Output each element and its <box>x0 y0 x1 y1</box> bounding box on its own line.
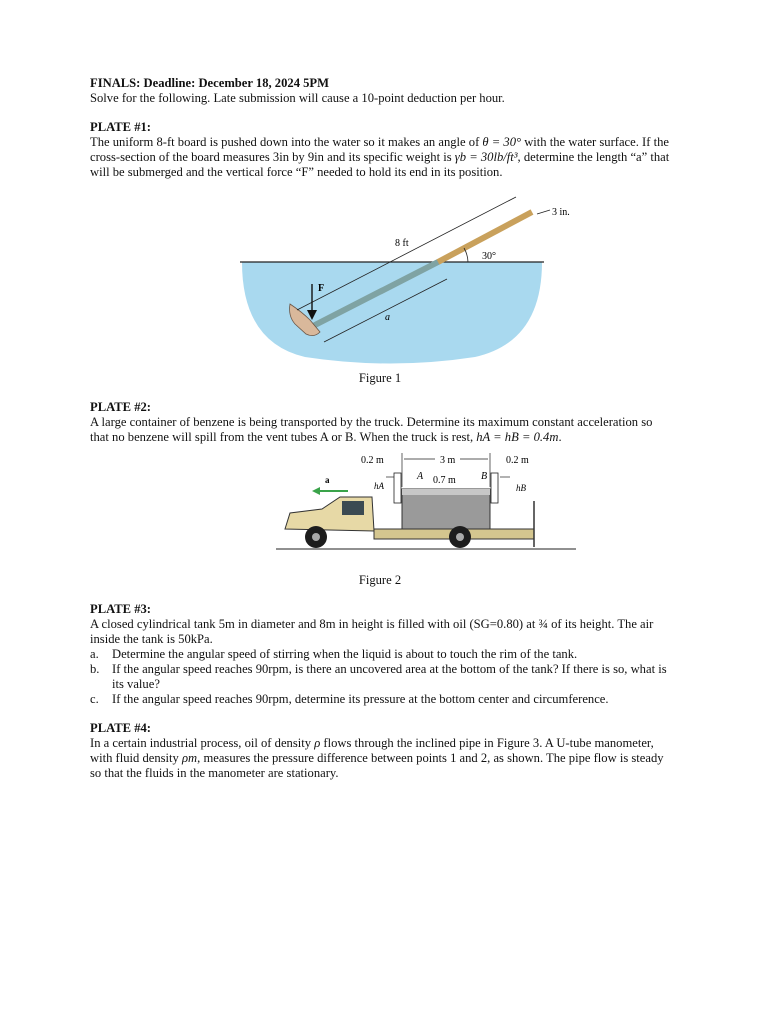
label-hB: hB <box>516 483 526 493</box>
plate3-items <box>90 647 670 707</box>
front-hub <box>312 533 320 541</box>
plate3-title: PLATE #3: <box>90 602 151 616</box>
figure-2-truck-diagram <box>90 451 670 569</box>
label-3in: 3 in. <box>552 207 570 218</box>
tank-highlight <box>402 489 490 495</box>
dim-left-label: 0.2 m <box>361 455 384 466</box>
document-header: FINALS: Deadline: December 18, 2024 5PM <box>90 76 330 90</box>
label-8ft: 8 ft <box>395 238 409 249</box>
dim-depth-label: 0.7 m <box>433 475 456 486</box>
label-a: a <box>385 312 390 323</box>
label-accel: a <box>325 475 330 485</box>
truck-window <box>342 501 364 515</box>
plate1-weight-math: γb = 30lb/ft³ <box>454 150 518 164</box>
figure-2 <box>90 451 670 588</box>
label-30deg: 30° <box>482 251 496 262</box>
plate4-title: PLATE #4: <box>90 721 151 735</box>
dim-right-label: 0.2 m <box>506 455 529 466</box>
dim-mid-label: 3 m <box>440 455 456 466</box>
figure-1-caption: Figure 1 <box>358 371 402 385</box>
list-item: a. Determine the angular speed of stirring when the liquid is about to touch the rim of the tank. <box>90 647 578 661</box>
figure-1-board-diagram <box>90 192 670 367</box>
rear-hub <box>456 533 464 541</box>
thickness-leader <box>537 210 550 214</box>
plate4-rho-math: ρ <box>314 736 321 750</box>
label-B: B <box>481 471 488 482</box>
plate2-title: PLATE #2: <box>90 400 151 414</box>
figure-1 <box>90 192 670 386</box>
plate3-text: A closed cylindrical tank 5m in diameter and 8m in height is filled with oil (SG=0.80) at ¾ of its height. The air inside the tank is 50kPa. <box>90 617 654 646</box>
plate2-h-math: hA = hB = 0.4m <box>476 430 559 444</box>
vent-tube-A <box>394 473 401 503</box>
plate4-text: In a certain industrial process, oil of density ρ flows through the inclined pipe in Figure 3. A U-tube manometer, with fluid density ρm, measures the pressure difference between points 1 and 2, as shown. The pipe flow is steady so that the fluids in the manometer are stationary. <box>90 736 664 780</box>
water-body <box>242 262 542 364</box>
label-F: F <box>318 283 325 294</box>
plate4-rhom-math: ρm <box>182 751 198 765</box>
label-hA: hA <box>374 481 384 491</box>
label-A: A <box>417 471 424 482</box>
document-page <box>90 76 670 781</box>
list-item: b. If the angular speed reaches 90rpm, is there an uncovered area at the bottom of the tank? If there is so, what is its value? <box>90 662 667 691</box>
vent-tube-B <box>491 473 498 503</box>
plate1-text: The uniform 8-ft board is pushed down into the water so it makes an angle of θ = 30° with the water surface. If the cross-section of the board measures 3in by 9in and its specific weight is γb = 30lb/ft³, determine the length “a” that will be submerged and the vertical force “F” needed to hold its end in its position. <box>90 135 670 179</box>
list-item: c. If the angular speed reaches 90rpm, determine its pressure at the bottom center and circumference. <box>90 692 609 706</box>
benzene-tank <box>402 489 490 531</box>
plate1-title: PLATE #1: <box>90 120 151 134</box>
figure-2-caption: Figure 2 <box>358 573 402 587</box>
document-instructions: Solve for the following. Late submission will cause a 10-point deduction per hour. <box>90 91 505 105</box>
accel-arrowhead-icon <box>312 487 320 495</box>
plate2-text: A large container of benzene is being transported by the truck. Determine its maximum constant acceleration so that no benzene will spill from the vent tubes A or B. When the truck is rest, hA = hB = 0.4m. <box>90 415 653 444</box>
plate1-angle-math: θ = 30° <box>482 135 522 149</box>
